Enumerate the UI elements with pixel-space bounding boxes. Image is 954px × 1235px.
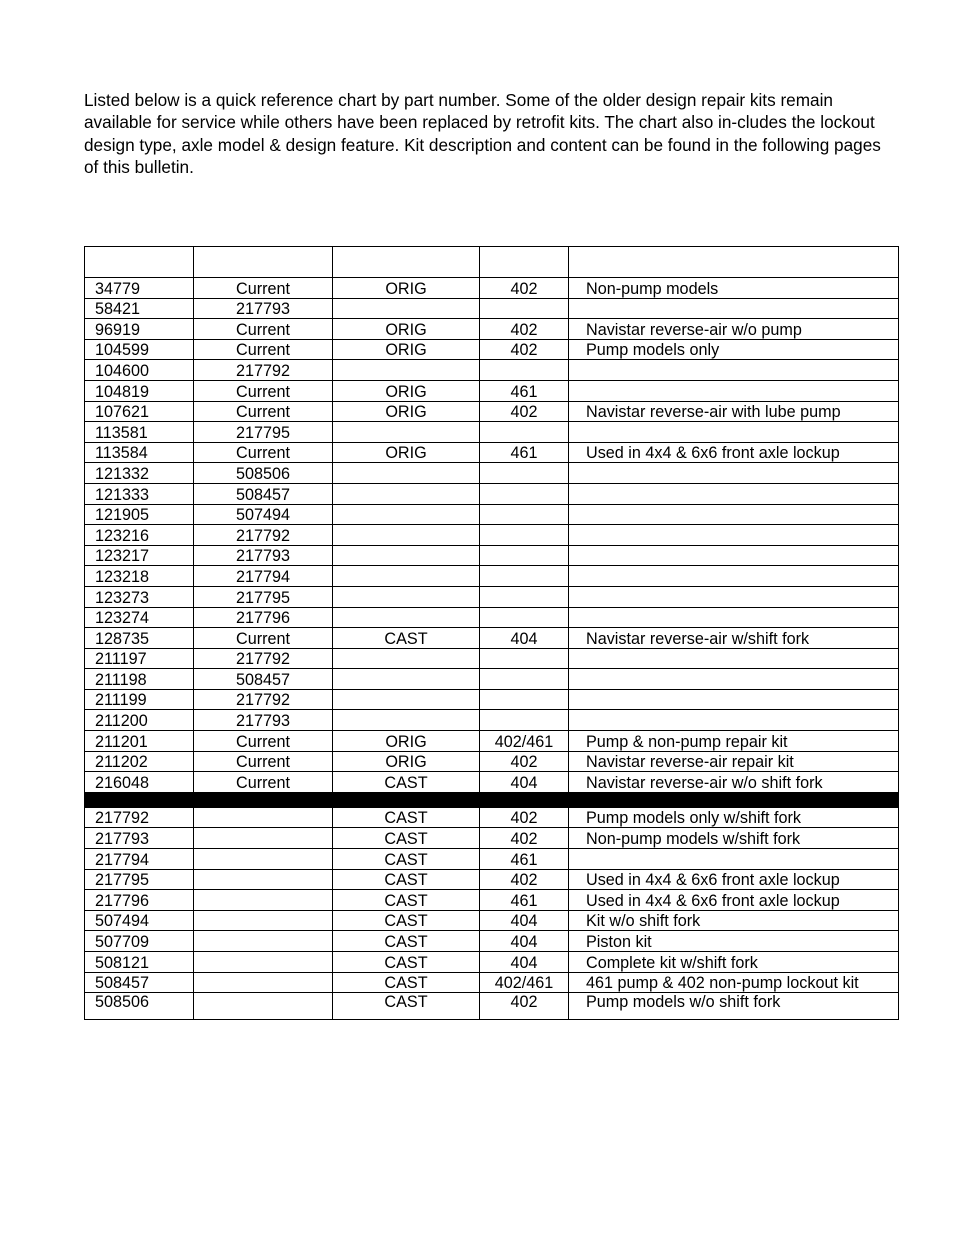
replaced-by-cell bbox=[194, 931, 333, 952]
part-number-cell: 123273 bbox=[85, 586, 194, 607]
part-number-cell: 123274 bbox=[85, 607, 194, 628]
replaced-by-cell bbox=[194, 993, 333, 1020]
design-type-cell: CAST bbox=[333, 890, 480, 911]
table-row bbox=[85, 890, 899, 911]
axle-model-cell: 402 bbox=[480, 751, 569, 772]
axle-model-cell: 402 bbox=[480, 319, 569, 340]
axle-model-cell bbox=[480, 422, 569, 443]
table-row bbox=[85, 849, 899, 870]
design-type-cell: ORIG bbox=[333, 751, 480, 772]
design-type-cell bbox=[333, 648, 480, 669]
replaced-by-cell: 217792 bbox=[194, 525, 333, 546]
axle-model-cell bbox=[480, 360, 569, 381]
design-type-cell: ORIG bbox=[333, 339, 480, 360]
table-row bbox=[85, 669, 899, 690]
table-row bbox=[85, 360, 899, 381]
description-cell: Piston kit bbox=[569, 931, 899, 952]
table-row bbox=[85, 586, 899, 607]
axle-model-cell bbox=[480, 586, 569, 607]
replaced-by-cell: Current bbox=[194, 628, 333, 649]
design-type-cell: ORIG bbox=[333, 401, 480, 422]
axle-model-cell: 402 bbox=[480, 807, 569, 828]
design-type-cell: CAST bbox=[333, 972, 480, 993]
part-number-cell: 211201 bbox=[85, 731, 194, 752]
axle-model-cell bbox=[480, 504, 569, 525]
design-type-cell bbox=[333, 545, 480, 566]
axle-model-cell: 404 bbox=[480, 910, 569, 931]
description-cell: Used in 4x4 & 6x6 front axle lockup bbox=[569, 869, 899, 890]
table-row bbox=[85, 869, 899, 890]
description-cell: Navistar reverse-air with lube pump bbox=[569, 401, 899, 422]
axle-model-cell: 402 bbox=[480, 993, 569, 1020]
table-row bbox=[85, 380, 899, 401]
design-type-cell bbox=[333, 463, 480, 484]
design-type-cell: CAST bbox=[333, 931, 480, 952]
design-type-cell: CAST bbox=[333, 628, 480, 649]
part-number-cell: 508121 bbox=[85, 952, 194, 973]
design-type-cell bbox=[333, 504, 480, 525]
axle-model-cell bbox=[480, 566, 569, 587]
header-cell-empty bbox=[480, 247, 569, 278]
part-number-cell: 58421 bbox=[85, 298, 194, 319]
part-number-cell: 128735 bbox=[85, 628, 194, 649]
design-type-cell bbox=[333, 483, 480, 504]
part-number-cell: 211198 bbox=[85, 669, 194, 690]
table-row bbox=[85, 525, 899, 546]
replaced-by-cell: Current bbox=[194, 751, 333, 772]
replaced-by-cell bbox=[194, 910, 333, 931]
replaced-by-cell: 508506 bbox=[194, 463, 333, 484]
design-type-cell: CAST bbox=[333, 807, 480, 828]
axle-model-cell: 461 bbox=[480, 890, 569, 911]
description-cell bbox=[569, 298, 899, 319]
description-cell bbox=[569, 607, 899, 628]
table-row bbox=[85, 483, 899, 504]
replaced-by-cell: 217792 bbox=[194, 360, 333, 381]
description-cell bbox=[569, 710, 899, 731]
section-divider-bar bbox=[85, 792, 899, 807]
replaced-by-cell: 217795 bbox=[194, 586, 333, 607]
design-type-cell bbox=[333, 422, 480, 443]
part-number-cell: 113584 bbox=[85, 442, 194, 463]
axle-model-cell: 402 bbox=[480, 828, 569, 849]
design-type-cell: CAST bbox=[333, 993, 480, 1020]
description-cell: Pump & non-pump repair kit bbox=[569, 731, 899, 752]
part-number-cell: 104600 bbox=[85, 360, 194, 381]
table-row bbox=[85, 751, 899, 772]
table-row bbox=[85, 648, 899, 669]
replaced-by-cell: 507494 bbox=[194, 504, 333, 525]
axle-model-cell: 461 bbox=[480, 442, 569, 463]
description-cell bbox=[569, 689, 899, 710]
replaced-by-cell bbox=[194, 828, 333, 849]
axle-model-cell: 404 bbox=[480, 772, 569, 793]
axle-model-cell bbox=[480, 710, 569, 731]
table-row bbox=[85, 772, 899, 793]
description-cell: Non-pump models w/shift fork bbox=[569, 828, 899, 849]
replaced-by-cell bbox=[194, 972, 333, 993]
part-number-cell: 217793 bbox=[85, 828, 194, 849]
axle-model-cell: 461 bbox=[480, 849, 569, 870]
replaced-by-cell bbox=[194, 849, 333, 870]
table-row bbox=[85, 463, 899, 484]
design-type-cell bbox=[333, 669, 480, 690]
description-cell bbox=[569, 669, 899, 690]
description-cell bbox=[569, 483, 899, 504]
part-number-cell: 123216 bbox=[85, 525, 194, 546]
replaced-by-cell: Current bbox=[194, 278, 333, 299]
table-row bbox=[85, 504, 899, 525]
part-number-cell: 211202 bbox=[85, 751, 194, 772]
replaced-by-cell: Current bbox=[194, 319, 333, 340]
table-row bbox=[85, 910, 899, 931]
design-type-cell bbox=[333, 360, 480, 381]
replaced-by-cell: 217792 bbox=[194, 648, 333, 669]
design-type-cell: ORIG bbox=[333, 442, 480, 463]
replaced-by-cell bbox=[194, 869, 333, 890]
part-number-cell: 508506 bbox=[85, 993, 194, 1020]
axle-model-cell bbox=[480, 607, 569, 628]
axle-model-cell: 402/461 bbox=[480, 731, 569, 752]
axle-model-cell: 402 bbox=[480, 339, 569, 360]
description-cell: Navistar reverse-air w/o pump bbox=[569, 319, 899, 340]
table-row bbox=[85, 828, 899, 849]
part-number-cell: 211197 bbox=[85, 648, 194, 669]
intro-text: Listed below is a quick reference chart by part number. Some of the older design repair kits remain available for service while others have been replaced by retrofit kits. The chart also in-cludes the lockout design type, axle model & design feature. Kit description and content can be found in the following pages of this bulletin. bbox=[84, 90, 881, 177]
design-type-cell bbox=[333, 298, 480, 319]
axle-model-cell: 461 bbox=[480, 380, 569, 401]
description-cell bbox=[569, 463, 899, 484]
table-header-row bbox=[85, 247, 899, 278]
description-cell bbox=[569, 360, 899, 381]
axle-model-cell: 402 bbox=[480, 278, 569, 299]
intro-paragraph bbox=[84, 89, 884, 178]
description-cell bbox=[569, 849, 899, 870]
design-type-cell bbox=[333, 566, 480, 587]
table-row bbox=[85, 972, 899, 993]
description-cell: Pump models only bbox=[569, 339, 899, 360]
table-row bbox=[85, 278, 899, 299]
design-type-cell bbox=[333, 710, 480, 731]
design-type-cell: CAST bbox=[333, 828, 480, 849]
design-type-cell bbox=[333, 607, 480, 628]
replaced-by-cell bbox=[194, 807, 333, 828]
design-type-cell: ORIG bbox=[333, 278, 480, 299]
table-row bbox=[85, 298, 899, 319]
replaced-by-cell: 217795 bbox=[194, 422, 333, 443]
table-row bbox=[85, 689, 899, 710]
table-row bbox=[85, 545, 899, 566]
design-type-cell bbox=[333, 586, 480, 607]
description-cell: Non-pump models bbox=[569, 278, 899, 299]
description-cell bbox=[569, 566, 899, 587]
description-cell: Pump models w/o shift fork bbox=[569, 993, 899, 1020]
replaced-by-cell: Current bbox=[194, 731, 333, 752]
axle-model-cell bbox=[480, 545, 569, 566]
description-cell: 461 pump & 402 non-pump lockout kit bbox=[569, 972, 899, 993]
description-cell: Used in 4x4 & 6x6 front axle lockup bbox=[569, 442, 899, 463]
description-cell: Pump models only w/shift fork bbox=[569, 807, 899, 828]
design-type-cell bbox=[333, 525, 480, 546]
replaced-by-cell: 217793 bbox=[194, 545, 333, 566]
part-number-cell: 104819 bbox=[85, 380, 194, 401]
part-number-cell: 104599 bbox=[85, 339, 194, 360]
part-reference-table bbox=[84, 246, 899, 1020]
replaced-by-cell: Current bbox=[194, 442, 333, 463]
part-number-cell: 121333 bbox=[85, 483, 194, 504]
design-type-cell: CAST bbox=[333, 869, 480, 890]
description-cell bbox=[569, 586, 899, 607]
axle-model-cell: 402 bbox=[480, 869, 569, 890]
axle-model-cell: 404 bbox=[480, 628, 569, 649]
table-row bbox=[85, 807, 899, 828]
design-type-cell: CAST bbox=[333, 772, 480, 793]
part-number-cell: 107621 bbox=[85, 401, 194, 422]
design-type-cell bbox=[333, 689, 480, 710]
header-cell-empty bbox=[333, 247, 480, 278]
replaced-by-cell: Current bbox=[194, 380, 333, 401]
replaced-by-cell: 217794 bbox=[194, 566, 333, 587]
description-cell bbox=[569, 648, 899, 669]
replaced-by-cell: 508457 bbox=[194, 483, 333, 504]
design-type-cell: CAST bbox=[333, 952, 480, 973]
part-number-cell: 217794 bbox=[85, 849, 194, 870]
part-number-cell: 216048 bbox=[85, 772, 194, 793]
description-cell bbox=[569, 525, 899, 546]
part-number-cell: 211200 bbox=[85, 710, 194, 731]
description-cell: Used in 4x4 & 6x6 front axle lockup bbox=[569, 890, 899, 911]
header-cell-empty bbox=[569, 247, 899, 278]
axle-model-cell bbox=[480, 689, 569, 710]
axle-model-cell bbox=[480, 298, 569, 319]
part-number-cell: 217796 bbox=[85, 890, 194, 911]
description-cell: Navistar reverse-air w/o shift fork bbox=[569, 772, 899, 793]
table-row bbox=[85, 401, 899, 422]
replaced-by-cell: Current bbox=[194, 401, 333, 422]
axle-model-cell: 404 bbox=[480, 931, 569, 952]
table-row bbox=[85, 319, 899, 340]
part-number-cell: 507709 bbox=[85, 931, 194, 952]
header-cell-empty bbox=[85, 247, 194, 278]
axle-model-cell bbox=[480, 463, 569, 484]
axle-model-cell bbox=[480, 525, 569, 546]
part-number-cell: 123218 bbox=[85, 566, 194, 587]
design-type-cell: ORIG bbox=[333, 731, 480, 752]
replaced-by-cell: 217793 bbox=[194, 298, 333, 319]
part-number-cell: 123217 bbox=[85, 545, 194, 566]
table-row bbox=[85, 607, 899, 628]
table-row bbox=[85, 731, 899, 752]
design-type-cell: CAST bbox=[333, 910, 480, 931]
replaced-by-cell: Current bbox=[194, 339, 333, 360]
replaced-by-cell: 508457 bbox=[194, 669, 333, 690]
axle-model-cell: 404 bbox=[480, 952, 569, 973]
axle-model-cell: 402/461 bbox=[480, 972, 569, 993]
section-divider-row bbox=[85, 792, 899, 807]
description-cell bbox=[569, 380, 899, 401]
part-number-cell: 96919 bbox=[85, 319, 194, 340]
part-number-cell: 121905 bbox=[85, 504, 194, 525]
description-cell: Kit w/o shift fork bbox=[569, 910, 899, 931]
description-cell: Navistar reverse-air repair kit bbox=[569, 751, 899, 772]
table-row bbox=[85, 931, 899, 952]
description-cell: Navistar reverse-air w/shift fork bbox=[569, 628, 899, 649]
table-row bbox=[85, 422, 899, 443]
table-row bbox=[85, 442, 899, 463]
table-row bbox=[85, 628, 899, 649]
design-type-cell: ORIG bbox=[333, 319, 480, 340]
table-row bbox=[85, 952, 899, 973]
design-type-cell: CAST bbox=[333, 849, 480, 870]
replaced-by-cell: Current bbox=[194, 772, 333, 793]
table-row bbox=[85, 710, 899, 731]
replaced-by-cell: 217796 bbox=[194, 607, 333, 628]
part-number-cell: 217792 bbox=[85, 807, 194, 828]
part-number-cell: 113581 bbox=[85, 422, 194, 443]
part-number-cell: 121332 bbox=[85, 463, 194, 484]
axle-model-cell bbox=[480, 669, 569, 690]
header-cell-empty bbox=[194, 247, 333, 278]
replaced-by-cell bbox=[194, 890, 333, 911]
table-row bbox=[85, 339, 899, 360]
part-number-cell: 34779 bbox=[85, 278, 194, 299]
description-cell: Complete kit w/shift fork bbox=[569, 952, 899, 973]
design-type-cell: ORIG bbox=[333, 380, 480, 401]
part-number-cell: 217795 bbox=[85, 869, 194, 890]
part-number-cell: 508457 bbox=[85, 972, 194, 993]
replaced-by-cell: 217793 bbox=[194, 710, 333, 731]
table-row bbox=[85, 566, 899, 587]
description-cell bbox=[569, 545, 899, 566]
axle-model-cell: 402 bbox=[480, 401, 569, 422]
description-cell bbox=[569, 422, 899, 443]
axle-model-cell bbox=[480, 648, 569, 669]
table-row bbox=[85, 993, 899, 1020]
part-number-cell: 211199 bbox=[85, 689, 194, 710]
axle-model-cell bbox=[480, 483, 569, 504]
replaced-by-cell bbox=[194, 952, 333, 973]
part-number-cell: 507494 bbox=[85, 910, 194, 931]
description-cell bbox=[569, 504, 899, 525]
replaced-by-cell: 217792 bbox=[194, 689, 333, 710]
